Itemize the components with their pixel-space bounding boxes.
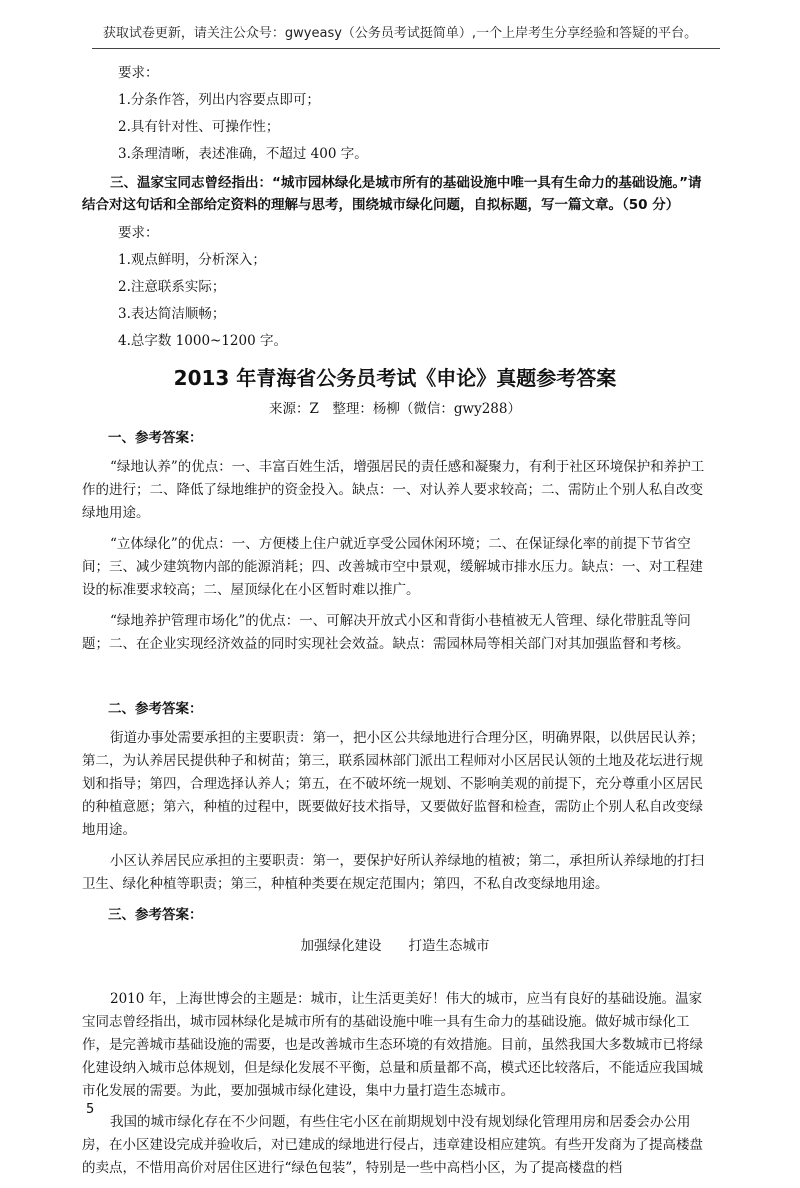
answer-title: 2013 年青海省公务员考试《申论》真题参考答案	[173, 366, 617, 390]
requirement-item: 1.分条作答，列出内容要点即可；	[118, 92, 320, 108]
section-three-heading: 三、参考答案：	[108, 907, 203, 923]
requirement-item: 3.条理清晰，表述准确，不超过 400 字。	[118, 146, 368, 162]
question-three: 三、温家宝同志曾经指出：“城市园林绿化是城市所有的基础设施中唯一具有生命力的基础设施。”请结合对这句话和全部给定资料的理解与思考，围绕城市绿化问题，自拟标题，写一篇文章。（50 分）	[82, 175, 702, 213]
page-number: 5	[86, 1102, 95, 1117]
paragraph: 我国的城市绿化存在不少问题，有些住宅小区在前期规划中没有规划绿化管理用房和居委会办公用房，在小区建设完成并验收后，对已建成的绿地进行侵占，违章建设相应建筑。有些开发商为了提高楼盘的卖点，不惜用高价对居住区进行“绿色包装”，特别是一些中高档小区，为了提高楼盘的档	[82, 1114, 703, 1176]
document-body	[82, 62, 710, 1188]
requirements-title-2: 要求：	[118, 225, 159, 241]
source-line: 来源：Z 整理：杨柳（微信：gwy288）	[269, 401, 521, 417]
paragraph: 街道办事处需要承担的主要职责：第一，把小区公共绿地进行合理分区，明确界限，以供居民认养；第二，为认养居民提供种子和树苗；第三，联系园林部门派出工程师对小区居民认领的土地及花坛进行规划和指导；第四，合理选择认养人；第五，在不破坏统一规划、不影响美观的前提下，充分尊重小区居民的种植意愿；第六，种植的过程中，既要做好技术指导，又要做好监督和检查，需防止个别人私自改变绿地用途。	[82, 730, 704, 838]
requirements-title-1: 要求：	[118, 65, 159, 81]
spacer	[110, 664, 710, 692]
requirement-item: 2.注意联系实际；	[118, 279, 226, 295]
paragraph: “立体绿化”的优点：一、方便楼上住户就近享受公园休闲环境；二、在保证绿化率的前提下节省空间；三、减少建筑物内部的能源消耗；四、改善城市空中景观，缓解城市排水压力。缺点：一、对工程建设的标准要求较高；二、屋顶绿化在小区暂时难以推广。	[82, 536, 703, 598]
paragraph: 小区认养居民应承担的主要职责：第一，要保护好所认养绿地的植被；第二，承担所认养绿地的打扫卫生、绿化种植等职责；第三，种植种类要在规定范围内；第四，不私自改变绿地用途。	[82, 853, 704, 892]
header-divider	[92, 48, 720, 49]
section-one-heading: 一、参考答案：	[108, 430, 203, 446]
essay-title: 加强绿化建设 打造生态城市	[300, 938, 490, 954]
paragraph: “绿地认养”的优点：一、丰富百姓生活，增强居民的责任感和凝聚力，有利于社区环境保护和养护工作的进行；二、降低了绿地维护的资金投入。缺点：一、对认养人要求较高；二、需防止个别人私自改变绿地用途。	[82, 459, 705, 521]
section-two-heading: 二、参考答案：	[108, 701, 203, 717]
requirement-item: 3.表达简洁顺畅；	[118, 306, 226, 322]
page-header: 获取试卷更新，请关注公众号：gwyeasy（公务员考试挺简单）,一个上岸考生分享经验和答疑的平台。	[102, 26, 698, 41]
paragraph: “绿地养护管理市场化”的优点：一、可解决开放式小区和背街小巷植被无人管理、绿化带脏乱等问题；二、在企业实现经济效益的同时实现社会效益。缺点：需园林局等相关部门对其加强监督和考核。	[82, 613, 691, 652]
requirement-item: 4.总字数 1000~1200 字。	[118, 333, 287, 349]
requirement-item: 1.观点鲜明，分析深入；	[118, 252, 266, 268]
requirement-item: 2.具有针对性、可操作性；	[118, 119, 280, 135]
paragraph: 2010 年，上海世博会的主题是：城市，让生活更美好！伟大的城市，应当有良好的基础设施。温家宝同志曾经指出，城市园林绿化是城市所有的基础设施中唯一具有生命力的基础设施。做好城市绿化工作，是完善城市基础设施的需要，也是改善城市生态环境的有效措施。目前，虽然我国大多数城市已将绿化建设纳入城市总体规划，但是绿化发展不平衡，总量和质量都不高，模式还比较落后，不能适应我国城市化发展的需要。为此，要加强城市绿化建设，集中力量打造生态城市。	[82, 991, 703, 1099]
